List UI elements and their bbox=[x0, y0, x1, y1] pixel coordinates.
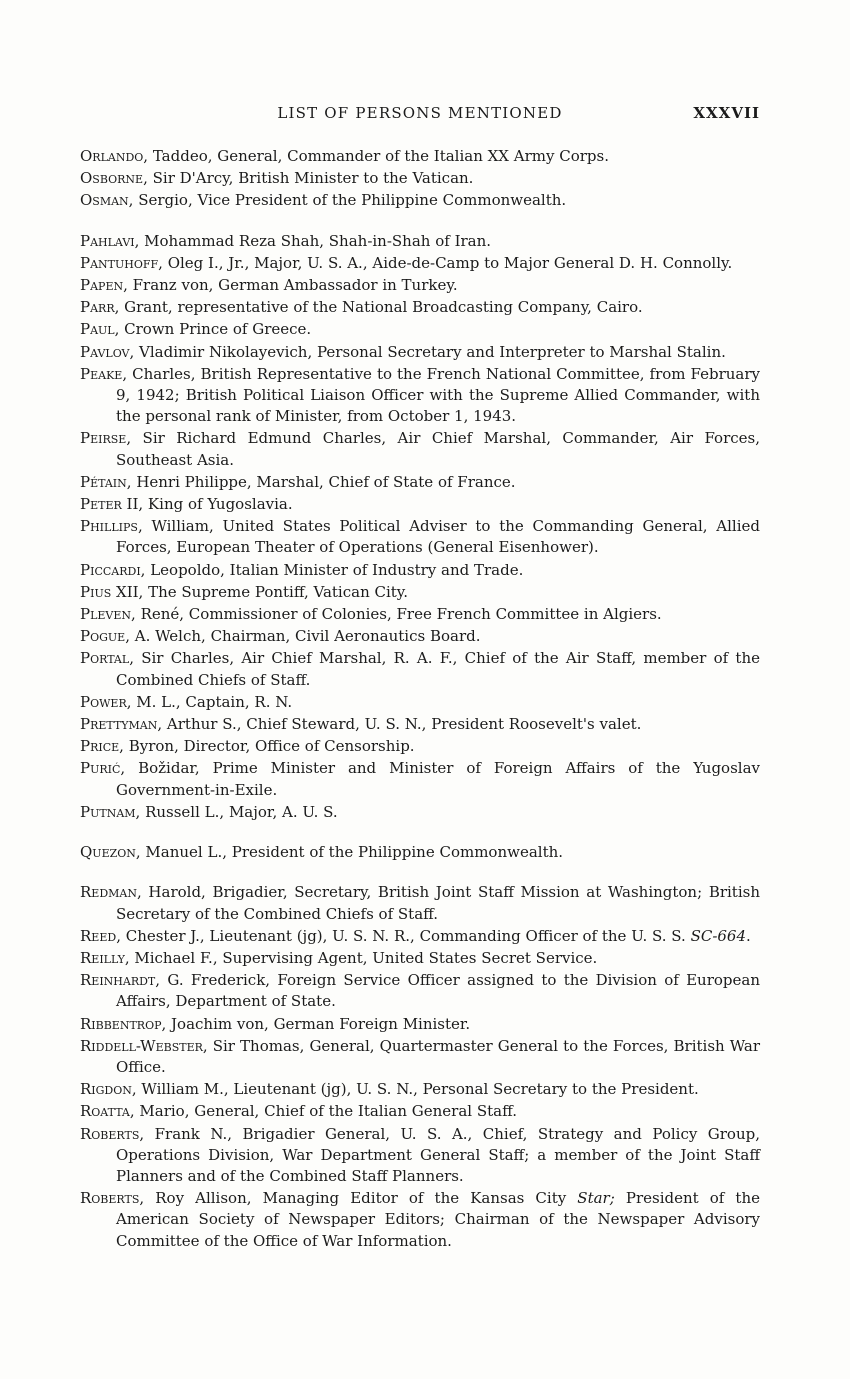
person-description: , Frank N., Brigadier General, U. S. A., Chief, Strategy and Policy Group, Operations Division, War Department General Staff; a member of the Joint Staff Planners and of the Combined Staff Planners. bbox=[116, 1124, 760, 1185]
person-description: , Oleg I., Jr., Major, U. S. A., Aide-de-Camp to Major General D. H. Connolly. bbox=[158, 253, 733, 272]
letter-group bbox=[80, 842, 760, 863]
person-entry bbox=[80, 1124, 760, 1188]
person-entry bbox=[80, 1036, 760, 1078]
person-entry bbox=[80, 253, 760, 274]
person-description: , Vladimir Nikolayevich, Personal Secretary and Interpreter to Marshal Stalin. bbox=[129, 342, 726, 361]
person-entry bbox=[80, 342, 760, 363]
page-number: XXXVII bbox=[693, 104, 760, 122]
person-description: , Sir Richard Edmund Charles, Air Chief Marshal, Commander, Air Forces, Southeast Asia. bbox=[116, 429, 760, 469]
person-surname: Pius bbox=[80, 582, 112, 601]
person-surname: Reinhardt bbox=[80, 971, 156, 990]
person-surname: Parr bbox=[80, 298, 115, 317]
person-surname: Roberts bbox=[80, 1189, 140, 1208]
person-description: , Roy Allison, Managing Editor of the Kansas City bbox=[139, 1189, 578, 1208]
person-surname: Putnam bbox=[80, 802, 136, 821]
person-entry bbox=[80, 970, 760, 1012]
person-description: , Mario, General, Chief of the Italian General Staff. bbox=[129, 1102, 517, 1121]
person-surname: Redman bbox=[80, 883, 137, 902]
person-description: , Russell L., Major, A. U. S. bbox=[135, 802, 338, 821]
person-entry bbox=[80, 648, 760, 690]
person-entry bbox=[80, 692, 760, 713]
person-surname: Prettyman bbox=[80, 715, 158, 734]
person-description: , Arthur S., Chief Steward, U. S. N., President Roosevelt's valet. bbox=[157, 715, 642, 734]
letter-group bbox=[80, 146, 760, 212]
person-entry bbox=[80, 802, 760, 823]
person-description: , G. Frederick, Foreign Service Officer assigned to the Division of European Affairs, Department of State. bbox=[116, 971, 760, 1011]
person-surname: Peirse bbox=[80, 429, 127, 448]
person-surname: Price bbox=[80, 737, 120, 756]
person-entry bbox=[80, 626, 760, 647]
person-description-continued: . bbox=[746, 926, 751, 945]
person-description: II, King of Yugoslavia. bbox=[121, 495, 293, 514]
person-description: , Sergio, Vice President of the Philippine Commonwealth. bbox=[128, 191, 567, 210]
persons-list bbox=[80, 146, 760, 1271]
person-entry bbox=[80, 472, 760, 493]
person-description: , Grant, representative of the National Broadcasting Company, Cairo. bbox=[114, 298, 643, 317]
person-entry bbox=[80, 948, 760, 969]
italic-text: Star; bbox=[577, 1189, 615, 1208]
person-entry bbox=[80, 714, 760, 735]
person-surname: Reilly bbox=[80, 948, 125, 967]
person-surname: Power bbox=[80, 692, 127, 711]
person-description: , Michael F., Supervising Agent, United States Secret Service. bbox=[124, 948, 598, 967]
person-entry bbox=[80, 582, 760, 603]
person-entry bbox=[80, 364, 760, 428]
person-entry bbox=[80, 190, 760, 211]
person-description: , René, Commissioner of Colonies, Free French Committee in Algiers. bbox=[131, 605, 662, 624]
person-entry bbox=[80, 516, 760, 558]
running-title: LIST OF PERSONS MENTIONED bbox=[277, 104, 563, 122]
person-description: , Manuel L., President of the Philippine Commonwealth. bbox=[135, 843, 564, 862]
person-description: , M. L., Captain, R. N. bbox=[126, 692, 293, 711]
person-description: , Chester J., Lieutenant (jg), U. S. N. R., Commanding Officer of the U. S. S. bbox=[116, 926, 691, 945]
person-surname: Pavlov bbox=[80, 342, 130, 361]
person-entry bbox=[80, 1079, 760, 1100]
person-entry bbox=[80, 146, 760, 167]
person-entry bbox=[80, 882, 760, 924]
person-description-continued: President of the American Society of Newspaper Editors; Chairman of the Newspaper Advisory Committee of the Office of War Information. bbox=[116, 1189, 760, 1250]
person-entry bbox=[80, 758, 760, 800]
person-entry bbox=[80, 297, 760, 318]
person-description: , Taddeo, General, Commander of the Italian XX Army Corps. bbox=[143, 147, 609, 165]
person-description: , A. Welch, Chairman, Civil Aeronautics Board. bbox=[125, 627, 481, 646]
person-surname: Pantuhoff bbox=[80, 253, 159, 272]
person-description: , Joachim von, German Foreign Minister. bbox=[161, 1014, 471, 1033]
person-description: XII, The Supreme Pontiff, Vatican City. bbox=[111, 582, 409, 601]
page-header bbox=[80, 104, 760, 128]
person-entry bbox=[80, 842, 760, 863]
person-entry bbox=[80, 1101, 760, 1122]
person-surname: Peter bbox=[80, 495, 122, 514]
person-description: , Charles, British Representative to the French National Committee, from February 9, 1942; British Political Liaison Officer with the Supreme Allied Commander, with the personal rank of Minister, from October 1, 1943. bbox=[116, 364, 760, 426]
person-description: , Harold, Brigadier, Secretary, British Joint Staff Mission at Washington; British Secretary of the Combined Chiefs of Staff. bbox=[116, 883, 760, 923]
person-surname: Papen bbox=[80, 276, 124, 295]
person-entry bbox=[80, 168, 760, 189]
person-description: , Leopoldo, Italian Minister of Industry and Trade. bbox=[140, 560, 524, 579]
person-entry bbox=[80, 428, 760, 470]
person-surname: Roberts bbox=[80, 1124, 140, 1143]
person-entry bbox=[80, 1014, 760, 1035]
person-surname: Osman bbox=[80, 191, 129, 210]
person-description: , Henri Philippe, Marshal, Chief of State of France. bbox=[126, 472, 516, 491]
person-surname: Pogue bbox=[80, 627, 126, 646]
italic-text: SC-664 bbox=[690, 926, 747, 945]
person-surname: Paul bbox=[80, 320, 115, 339]
letter-group bbox=[80, 231, 760, 823]
person-description: , Sir D'Arcy, British Minister to the Vatican. bbox=[143, 169, 474, 188]
person-entry bbox=[80, 560, 760, 581]
letter-group bbox=[80, 882, 760, 1251]
person-description: , Crown Prince of Greece. bbox=[114, 320, 312, 339]
person-description: , Mohammad Reza Shah, Shah-in-Shah of Iran. bbox=[134, 231, 492, 250]
person-surname: Osborne bbox=[80, 169, 144, 188]
person-description: , Byron, Director, Office of Censorship. bbox=[119, 737, 415, 756]
person-description: , Sir Thomas, General, Quartermaster General to the Forces, British War Office. bbox=[116, 1036, 760, 1076]
person-entry bbox=[80, 604, 760, 625]
person-entry bbox=[80, 736, 760, 757]
person-entry bbox=[80, 275, 760, 296]
person-surname: Purić bbox=[80, 759, 121, 778]
person-surname: Rigdon bbox=[80, 1080, 132, 1099]
person-surname: Roatta bbox=[80, 1102, 130, 1121]
person-surname: Quezon bbox=[80, 843, 136, 862]
person-description: , William, United States Political Adviser to the Commanding General, Allied Forces, European Theater of Operations (General Eisenhower). bbox=[116, 517, 760, 557]
person-entry bbox=[80, 231, 760, 252]
person-description: , Božidar, Prime Minister and Minister of Foreign Affairs of the Yugoslav Government-in-Exile. bbox=[116, 759, 760, 799]
person-surname: Riddell-Webster bbox=[80, 1036, 203, 1055]
person-surname: Pleven bbox=[80, 605, 132, 624]
person-surname: Peake bbox=[80, 364, 123, 383]
person-surname: Reed bbox=[80, 926, 117, 945]
person-surname: Ribbentrop bbox=[80, 1014, 162, 1033]
person-surname: Phillips bbox=[80, 517, 138, 536]
person-entry bbox=[80, 319, 760, 340]
person-surname: Portal bbox=[80, 649, 130, 668]
person-description: , William M., Lieutenant (jg), U. S. N., Personal Secretary to the President. bbox=[131, 1080, 699, 1099]
person-description: , Franz von, German Ambassador in Turkey. bbox=[123, 276, 458, 295]
person-entry bbox=[80, 494, 760, 515]
person-surname: Pahlavi bbox=[80, 231, 135, 250]
person-entry bbox=[80, 926, 760, 947]
person-surname: Orlando bbox=[80, 147, 144, 165]
person-description: , Sir Charles, Air Chief Marshal, R. A. F., Chief of the Air Staff, member of the Combined Chiefs of Staff. bbox=[116, 649, 760, 689]
person-surname: Pétain bbox=[80, 472, 127, 491]
person-entry bbox=[80, 1188, 760, 1252]
person-surname: Piccardi bbox=[80, 560, 141, 579]
